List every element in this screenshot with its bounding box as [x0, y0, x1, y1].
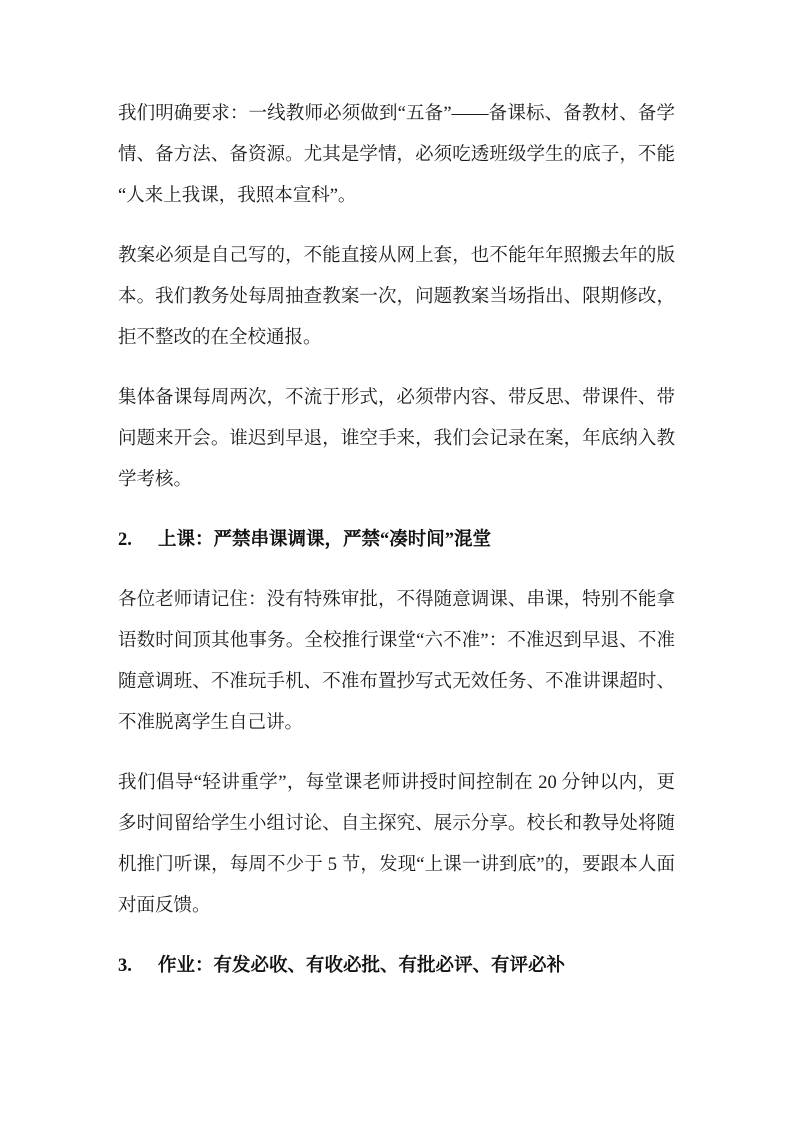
paragraph-teaching-time: 我们倡导“轻讲重学”，每堂课老师讲授时间控制在 20 分钟以内，更多时间留给学生小组讨论、自主探究、展示分享。校长和教导处将随机推门听课，每周不少于 5 节，发现“上课一讲到底”的，要跟本人面对面反馈。	[118, 773, 675, 916]
section-heading-3	[118, 946, 675, 987]
paragraph-group-lesson-prep: 集体备课每周两次，不流于形式，必须带内容、带反思、带课件、带问题来开会。谁迟到早退，谁空手来，我们会记录在案，年底纳入教学考核。	[118, 388, 675, 490]
paragraph-lesson-plans: 教案必须是自己写的，不能直接从网上套，也不能年年照搬去年的版本。我们教务处每周抽查教案一次，问题教案当场指出、限期修改，拒不整改的在全校通报。	[118, 246, 675, 348]
heading-3-text: 作业：有发必收、有收必批、有批必评、有评必补	[158, 956, 566, 976]
heading-3-number: 3.	[118, 956, 132, 976]
heading-2-text: 上课：严禁串课调课，严禁“凑时间”混堂	[158, 530, 492, 550]
heading-2-number: 2.	[118, 530, 132, 550]
section-heading-2	[118, 520, 675, 561]
paragraph-five-preparations: 我们明确要求：一线教师必须做到“五备”——备课标、备教材、备学情、备方法、备资源。尤其是学情，必须吃透班级学生的底子，不能“人来上我课，我照本宣科”。	[118, 104, 675, 206]
paragraph-class-rules: 各位老师请记住：没有特殊审批，不得随意调课、串课，特别不能拿语数时间顶其他事务。全校推行课堂“六不准”：不准迟到早退、不准随意调班、不准玩手机、不准布置抄写式无效任务、不准讲课超时、不准脱离学生自己讲。	[118, 590, 675, 733]
